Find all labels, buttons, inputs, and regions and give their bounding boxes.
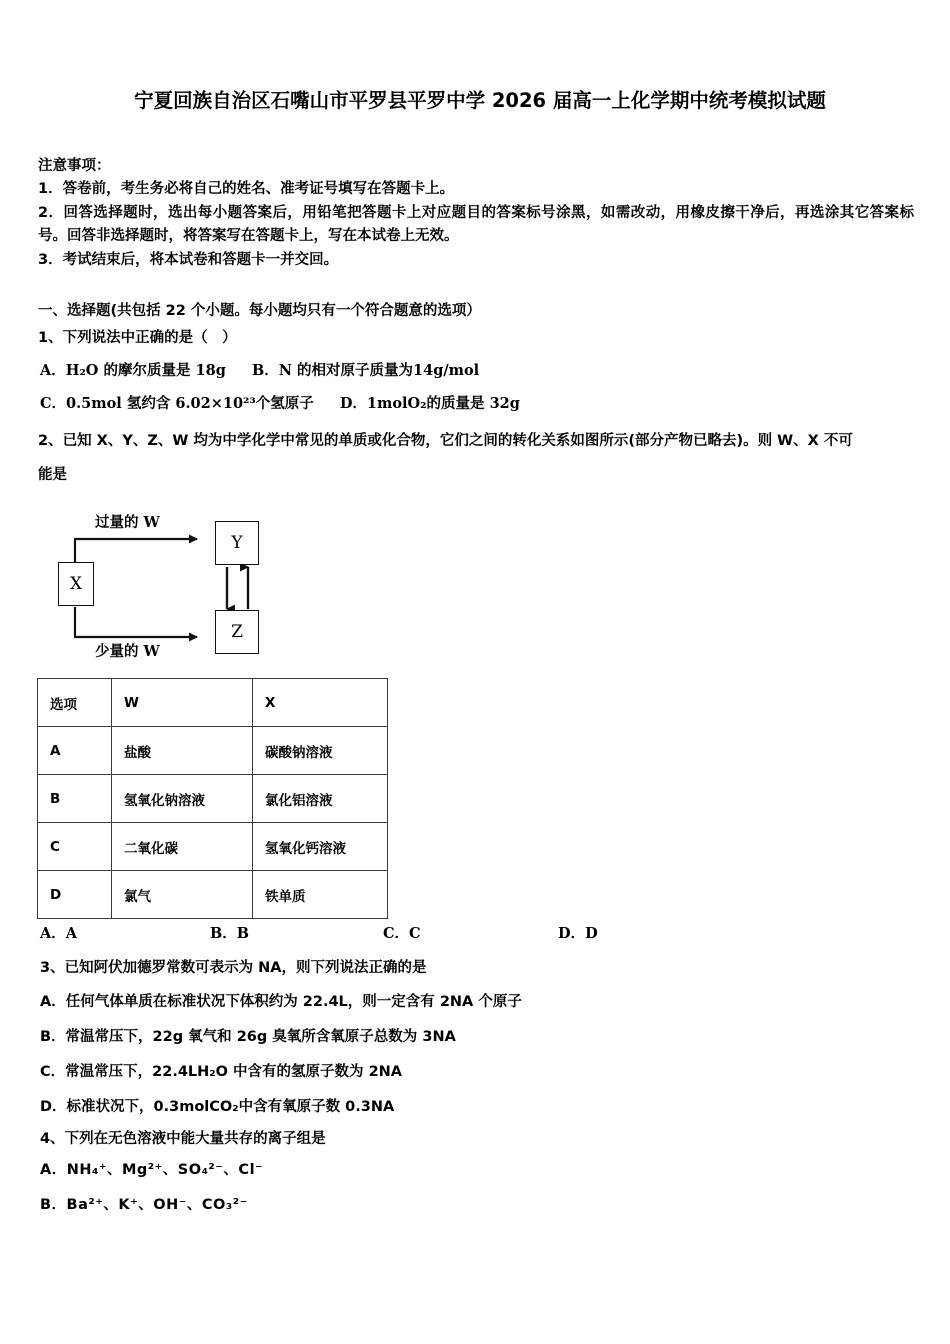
q2-answer-b: B．B (210, 925, 250, 942)
question-2-answer-row (40, 922, 640, 943)
table-row (38, 871, 388, 919)
flow-box-x: X (58, 562, 94, 606)
question-4-stem: 4、下列在无色溶液中能大量共存的离子组是 (40, 1131, 326, 1147)
question-1-option-c (40, 393, 520, 415)
question-2-flow-diagram (45, 505, 355, 665)
flow-box-y: Y (215, 521, 259, 565)
table-header-x: X (253, 679, 388, 727)
table-cell-option-a: A (38, 727, 112, 775)
q1-option-a-text: A．H₂O 的摩尔质量是 18g (40, 362, 226, 379)
table-cell-w-d: 氯气 (112, 871, 253, 919)
notice-item-2: 2．回答选择题时，选出每小题答案后，用铅笔把答题卡上对应题目的答案标号涂黑，如需改动，用橡皮擦干净后，再选涂其它答案标号。回答非选择题时，将答案写在答题卡上，写在本试卷上无效。 (38, 204, 914, 244)
question-1-option-a (40, 360, 479, 382)
q2-answer-d: D．D (558, 925, 598, 942)
table-cell-x-b: 氯化铝溶液 (253, 775, 388, 823)
flow-label-small-amount-w: 少量的 W (95, 643, 160, 660)
q1-option-c-text: C．0.5mol 氢约含 6.02×10²³个氢原子 (40, 395, 314, 412)
q1-option-b-text: B．N 的相对原子质量为14g/mol (251, 362, 480, 379)
section-heading-multiple-choice: 一、选择题(共包括 22 个小题。每小题均只有一个符合题意的选项） (38, 303, 481, 319)
question-3-stem: 3、已知阿伏加德罗常数可表示为 NA，则下列说法正确的是 (40, 960, 427, 976)
question-2-stem-line2: 能是 (38, 467, 67, 483)
table-cell-x-c: 氢氧化钙溶液 (253, 823, 388, 871)
table-cell-option-d: D (38, 871, 112, 919)
table-header-option: 选项 (38, 679, 112, 727)
notice-block (38, 155, 914, 272)
question-2-stem-line1: 2、已知 X、Y、Z、W 均为中学化学中常见的单质或化合物，它们之间的转化关系如图所示(部分产物已略去)。则 W、X 不可 (38, 433, 853, 449)
q2-answer-a: A．A (40, 925, 78, 942)
q2-answer-c: C．C (383, 925, 421, 942)
question-3-option-a: A．任何气体单质在标准状况下体积约为 22.4L，则一定含有 2NA 个原子 (40, 994, 522, 1010)
notice-item-1: 1．答卷前，考生务必将自己的姓名、准考证号填写在答题卡上。 (38, 181, 455, 197)
flow-label-excess-w: 过量的 W (95, 514, 160, 531)
table-cell-x-d: 铁单质 (253, 871, 388, 919)
question-3-option-b: B．常温常压下，22g 氧气和 26g 臭氧所含氧原子总数为 3NA (40, 1029, 456, 1045)
question-4-option-a: A．NH₄⁺、Mg²⁺、SO₄²⁻、Cl⁻ (40, 1162, 264, 1178)
notice-item-3: 3．考试结束后，将本试卷和答题卡一并交回。 (38, 251, 339, 268)
flow-box-z: Z (215, 610, 259, 654)
table-header-w: W (112, 679, 253, 727)
question-2-options-table (37, 678, 388, 919)
question-4-option-b: B．Ba²⁺、K⁺、OH⁻、CO₃²⁻ (40, 1197, 248, 1213)
question-3-option-c: C．常温常压下，22.4LH₂O 中含有的氢原子数为 2NA (40, 1064, 403, 1080)
table-cell-x-a: 碳酸钠溶液 (253, 727, 388, 775)
table-row (38, 727, 388, 775)
table-cell-option-c: C (38, 823, 112, 871)
notice-heading: 注意事项： (38, 158, 111, 174)
table-cell-w-c: 二氧化碳 (112, 823, 253, 871)
question-1-stem: 1、下列说法中正确的是（ ） (38, 330, 237, 346)
table-cell-w-b: 氢氧化钠溶液 (112, 775, 253, 823)
arrow-x-to-z (75, 607, 197, 637)
table-cell-option-b: B (38, 775, 112, 823)
question-3-option-d: D．标准状况下，0.3molCO₂中含有氧原子数 0.3NA (40, 1099, 395, 1115)
table-row (38, 823, 388, 871)
table-header-row (38, 679, 388, 727)
table-cell-w-a: 盐酸 (112, 727, 253, 775)
page-title: 宁夏回族自治区石嘴山市平罗县平罗中学 2026 届高一上化学期中统考模拟试题 (134, 89, 826, 112)
q1-option-d-text: D．1molO₂的质量是 32g (339, 395, 520, 412)
table-row (38, 775, 388, 823)
